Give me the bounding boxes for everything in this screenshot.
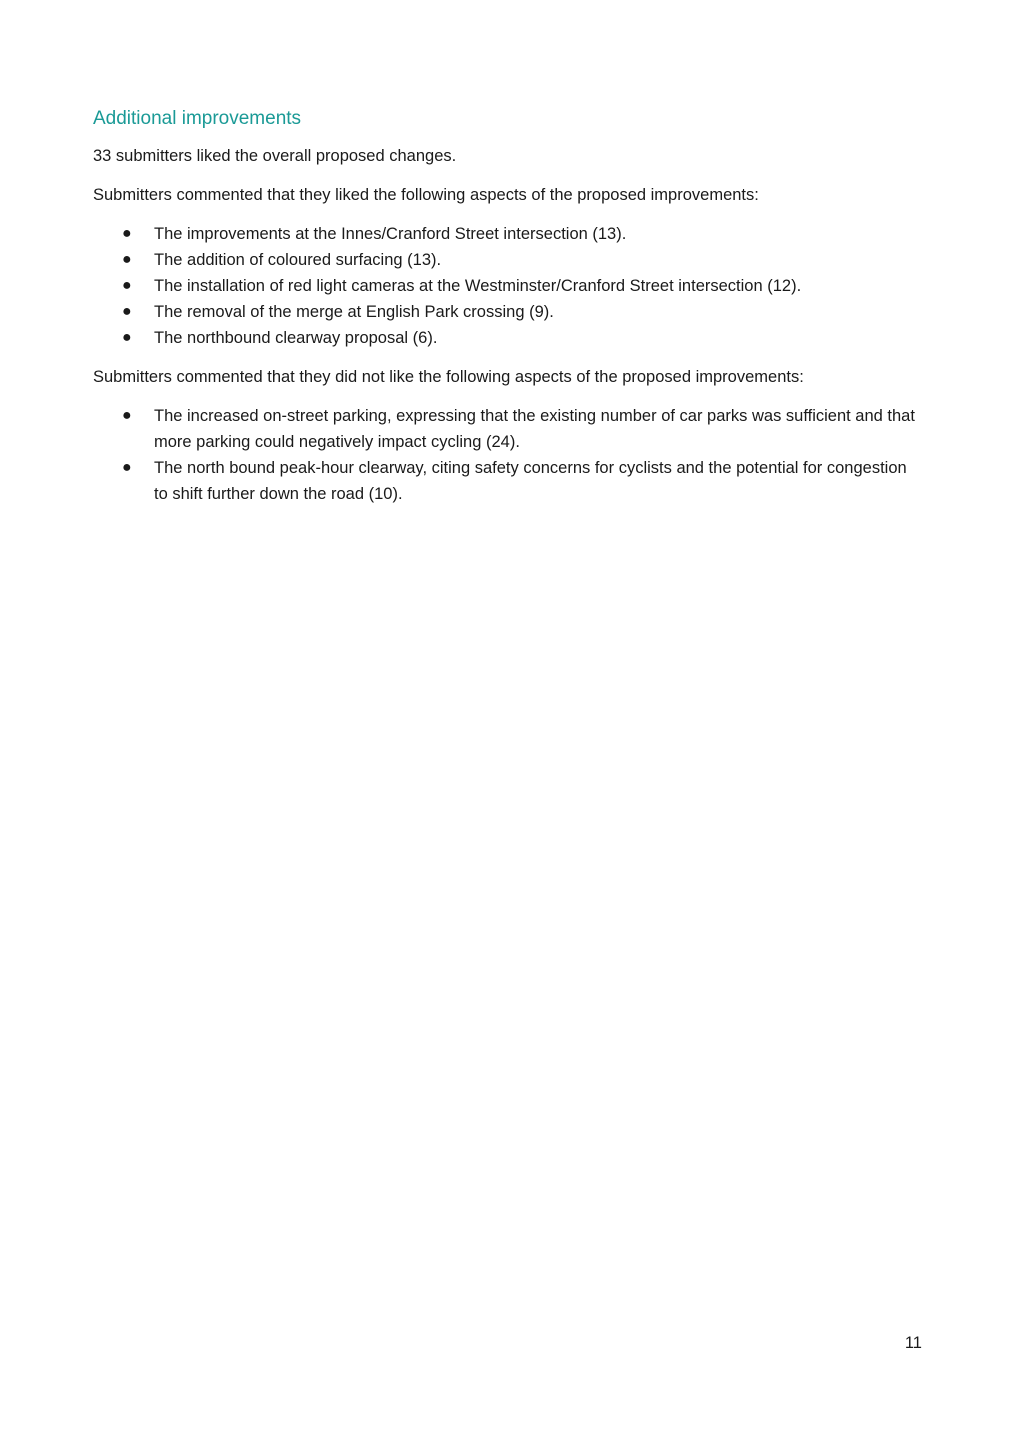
- section-heading: Additional improvements: [93, 108, 302, 129]
- list-item-text: The northbound clearway proposal (6).: [154, 329, 438, 347]
- list-item: [93, 221, 923, 247]
- bullet-icon: ●: [122, 329, 132, 346]
- list-item: [93, 403, 923, 455]
- bullet-icon: ●: [122, 277, 132, 294]
- bullet-icon: ●: [122, 303, 132, 320]
- list-item: [93, 273, 923, 299]
- list-item: [93, 325, 923, 351]
- intro-paragraph: 33 submitters liked the overall proposed changes.: [93, 147, 457, 165]
- disliked-intro-paragraph: Submitters commented that they did not like the following aspects of the proposed improvements:: [93, 368, 804, 386]
- list-item-text: The addition of coloured surfacing (13).: [154, 251, 442, 269]
- list-item: [93, 247, 923, 273]
- disliked-list: [93, 403, 923, 507]
- list-item: [93, 455, 923, 507]
- list-item-text: The improvements at the Innes/Cranford Street intersection (13).: [154, 225, 627, 243]
- liked-list: [93, 221, 923, 351]
- list-item-text: The removal of the merge at English Park crossing (9).: [154, 303, 554, 321]
- bullet-icon: ●: [122, 407, 132, 424]
- liked-intro-paragraph: Submitters commented that they liked the following aspects of the proposed improvements:: [93, 186, 759, 204]
- list-item: [93, 299, 923, 325]
- list-item-text: The installation of red light cameras at the Westminster/Cranford Street intersection (12).: [154, 277, 802, 295]
- bullet-icon: ●: [122, 459, 132, 476]
- list-item-text: The north bound peak-hour clearway, citing safety concerns for cyclists and the potential for congestion to shift further down the road (10).: [154, 459, 907, 503]
- bullet-icon: ●: [122, 225, 132, 242]
- page-content: [93, 105, 923, 520]
- page-number: 11: [904, 1334, 922, 1352]
- bullet-icon: ●: [122, 251, 132, 268]
- list-item-text: The increased on-street parking, expressing that the existing number of car parks was sufficient and that more parking could negatively impact cycling (24).: [154, 407, 915, 451]
